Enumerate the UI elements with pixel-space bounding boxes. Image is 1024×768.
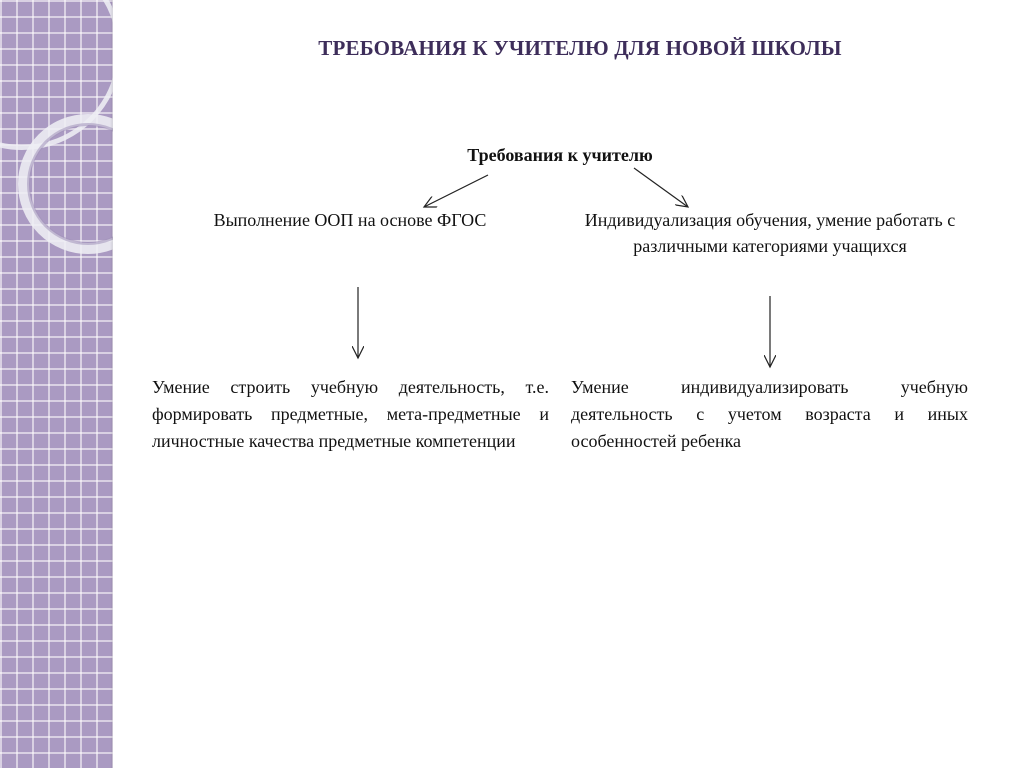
diagram-left-result: Умение строить учебную деятельность, т.е. формировать предметные, мета-предметные и личностные качества предметные компетенции: [152, 377, 549, 451]
arrow-root-to-right: [634, 168, 688, 207]
diagram-root-node: Требования к учителю: [467, 145, 653, 165]
diagram-right-branch: Индивидуализация обучения, умение работать с различными категориями учащихся: [584, 210, 956, 256]
arrow-root-to-left: [424, 175, 488, 207]
diagram-right-result: Умение индивидуализировать учебную деятельность с учетом возраста и иных особенностей ребенка: [571, 377, 968, 451]
diagram-left-branch: Выполнение ООП на основе ФГОС: [213, 210, 487, 230]
slide-title: ТРЕБОВАНИЯ К УЧИТЕЛЮ ДЛЯ НОВОЙ ШКОЛЫ: [318, 36, 842, 60]
decorative-side-panel: [0, 0, 113, 768]
